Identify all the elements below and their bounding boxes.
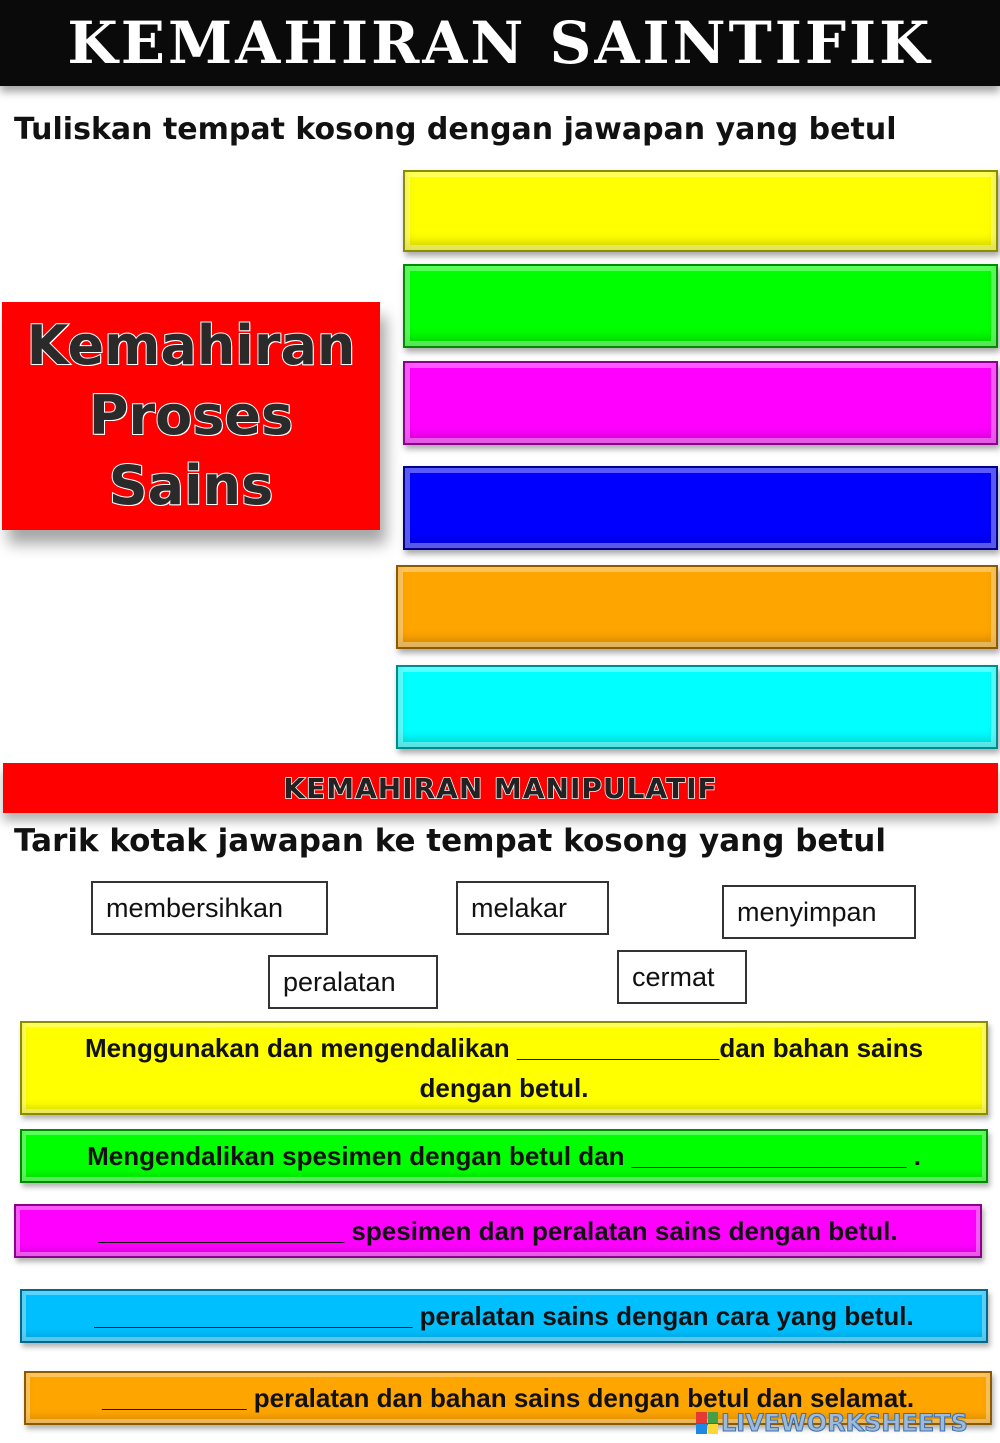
page-title: KEMAHIRAN SAINTIFIK <box>67 9 933 77</box>
sentence-2[interactable] <box>20 1129 988 1183</box>
answer-slot-4[interactable] <box>403 466 998 550</box>
watermark-text: LIVEWORKSHEETS <box>721 1409 968 1437</box>
title-line-1: Kemahiran <box>26 314 356 377</box>
section1-instruction: Tuliskan tempat kosong dengan jawapan yang betul <box>14 112 897 147</box>
word-card-cermat[interactable]: cermat <box>617 950 747 1004</box>
word-card-melakar[interactable]: melakar <box>456 881 609 935</box>
page-header <box>0 0 1000 86</box>
sentence-2-text: Mengendalikan spesimen dengan betul dan ___________________ . <box>87 1140 921 1171</box>
title-line-3: Sains <box>108 454 274 517</box>
sentence-4[interactable] <box>20 1289 988 1343</box>
answer-slot-3[interactable] <box>403 361 998 445</box>
word-card-membersihkan[interactable]: membersihkan <box>91 881 328 935</box>
sentence-3[interactable] <box>14 1204 982 1258</box>
skills-title-box <box>2 302 380 530</box>
liveworksheets-logo-icon <box>696 1412 718 1434</box>
word-card-peralatan[interactable]: peralatan <box>268 955 438 1009</box>
title-line-2: Proses <box>88 384 294 447</box>
section2-banner <box>3 763 998 813</box>
answer-slot-2[interactable] <box>403 264 998 348</box>
sentence-5-text: __________ peralatan dan bahan sains dengan betul dan selamat. <box>101 1382 915 1413</box>
answer-slot-1[interactable] <box>403 170 998 252</box>
sentence-1-line-1: Menggunakan dan mengendalikan ______________dan bahan sains <box>84 1033 924 1063</box>
sentence-1[interactable] <box>20 1021 988 1115</box>
section2-title: KEMAHIRAN MANIPULATIF <box>283 771 718 805</box>
answer-slot-6[interactable] <box>396 665 998 749</box>
sentence-1-line-2: dengan betul. <box>419 1073 589 1103</box>
sentence-4-text: ______________________ peralatan sains dengan cara yang betul. <box>94 1300 914 1331</box>
word-card-menyimpan[interactable]: menyimpan <box>722 885 916 939</box>
sentence-3-text: _________________ spesimen dan peralatan sains dengan betul. <box>98 1215 898 1246</box>
watermark <box>696 1408 996 1438</box>
answer-slot-5[interactable] <box>396 565 998 649</box>
section2-instruction: Tarik kotak jawapan ke tempat kosong yang betul <box>14 823 886 859</box>
